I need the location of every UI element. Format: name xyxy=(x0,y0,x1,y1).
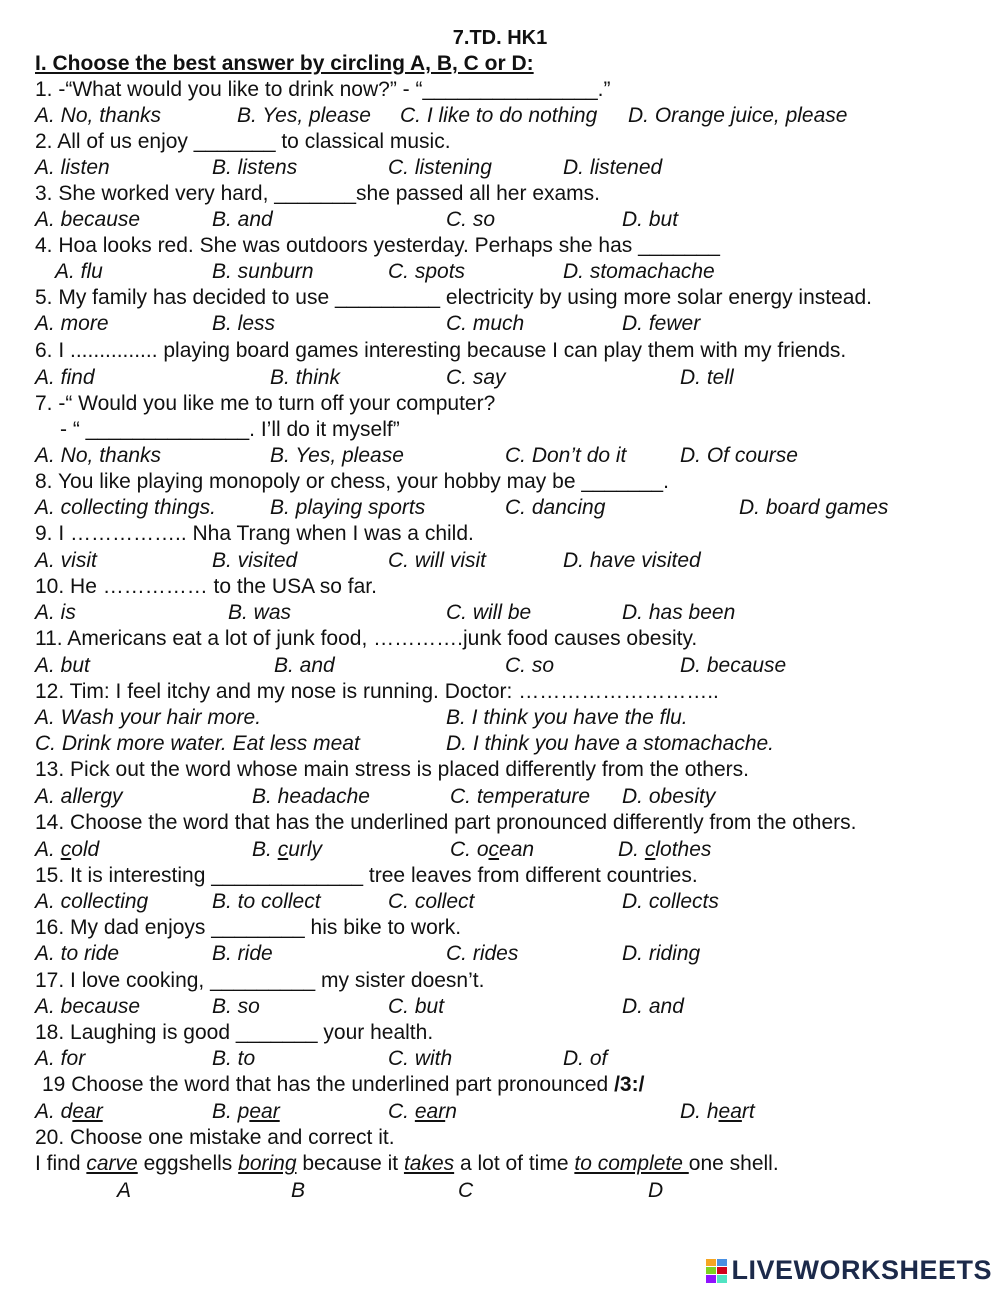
q12-option-d[interactable]: D. I think you have a stomachache. xyxy=(446,732,775,755)
underlined-part: c xyxy=(488,838,500,861)
liveworksheets-logo xyxy=(706,1255,992,1285)
q15-option-a[interactable]: A. collecting xyxy=(35,890,149,913)
q6-option-d[interactable]: D. tell xyxy=(680,366,734,389)
option-suffix: old xyxy=(71,838,100,861)
q4-option-c[interactable]: C. spots xyxy=(388,260,466,283)
q10-option-d[interactable]: D. has been xyxy=(622,601,736,624)
option-prefix: A. d xyxy=(35,1100,73,1123)
q6-option-a[interactable]: A. find xyxy=(35,366,95,389)
question-10: 10. He …………… to the USA so far. xyxy=(35,575,377,598)
q4-option-d[interactable]: D. stomachache xyxy=(563,260,715,283)
q9-option-a[interactable]: A. visit xyxy=(35,549,97,572)
q14-option-c[interactable] xyxy=(450,837,534,863)
q1-option-a[interactable]: A. No, thanks xyxy=(35,104,162,127)
mistake-option-d[interactable]: to complete xyxy=(574,1152,689,1175)
sentence-part: one shell. xyxy=(688,1152,779,1175)
question-16: 16. My dad enjoys ________ his bike to work. xyxy=(35,916,462,939)
q18-option-d[interactable]: D. of xyxy=(563,1047,608,1070)
option-prefix: C. xyxy=(388,1100,415,1123)
q4-option-b[interactable]: B. sunburn xyxy=(212,260,314,283)
option-prefix: B. xyxy=(252,838,278,861)
q16-option-b[interactable]: B. ride xyxy=(212,942,273,965)
question-13: 13. Pick out the word whose main stress is placed differently from the others. xyxy=(35,758,749,781)
q5-option-c[interactable]: C. much xyxy=(446,312,525,335)
sentence-part: I find xyxy=(35,1152,87,1175)
q18-option-c[interactable]: C. with xyxy=(388,1047,453,1070)
q16-option-a[interactable]: A. to ride xyxy=(35,942,120,965)
mistake-letter-b: B xyxy=(291,1179,306,1202)
option-prefix: D. h xyxy=(680,1100,719,1123)
q11-option-d[interactable]: D. because xyxy=(680,654,787,677)
q9-option-d[interactable]: D. have visited xyxy=(563,549,701,572)
question-8: 8. You like playing monopoly or chess, your hobby may be _______. xyxy=(35,470,669,493)
q8-option-c[interactable]: C. dancing xyxy=(505,496,606,519)
q6-option-b[interactable]: B. think xyxy=(270,366,341,389)
q9-option-c[interactable]: C. will visit xyxy=(388,549,486,572)
question-12: 12. Tim: I feel itchy and my nose is running. Doctor: ……………………….. xyxy=(35,680,719,703)
option-prefix: D. xyxy=(618,838,645,861)
q14-option-a[interactable] xyxy=(35,837,99,863)
option-suffix: urly xyxy=(288,838,323,861)
q17-option-c[interactable]: C. but xyxy=(388,995,445,1018)
q19-option-d[interactable] xyxy=(680,1099,755,1125)
sentence-part: eggshells xyxy=(137,1152,239,1175)
question-19-text: 19 Choose the word that has the underlined part pronounced xyxy=(42,1073,615,1096)
question-5: 5. My family has decided to use _________ electricity by using more solar energy instead. xyxy=(35,286,872,309)
option-suffix: rt xyxy=(741,1100,755,1123)
q11-option-b[interactable]: B. and xyxy=(274,654,335,677)
q7-option-c[interactable]: C. Don’t do it xyxy=(505,444,627,467)
mistake-option-a[interactable]: carve xyxy=(86,1152,138,1175)
q18-option-b[interactable]: B. to xyxy=(212,1047,256,1070)
underlined-part: c xyxy=(60,838,72,861)
q15-option-c[interactable]: C. collect xyxy=(388,890,475,913)
q5-option-b[interactable]: B. less xyxy=(212,312,276,335)
q13-option-a[interactable]: A. allergy xyxy=(35,785,123,808)
q14-option-b[interactable] xyxy=(252,837,322,863)
q17-option-d[interactable]: D. and xyxy=(622,995,684,1018)
q19-option-b[interactable] xyxy=(212,1099,280,1125)
q3-option-b[interactable]: B. and xyxy=(212,208,273,231)
q2-option-c[interactable]: C. listening xyxy=(388,156,492,179)
underlined-part: c xyxy=(644,838,656,861)
q3-option-d[interactable]: D. but xyxy=(622,208,679,231)
q15-option-d[interactable]: D. collects xyxy=(622,890,719,913)
mistake-option-b[interactable]: boring xyxy=(238,1152,297,1175)
option-prefix: C. o xyxy=(450,838,489,861)
q4-option-a[interactable]: A. flu xyxy=(55,260,103,283)
q1-option-c[interactable]: C. I like to do nothing xyxy=(400,104,598,127)
q6-option-c[interactable]: C. say xyxy=(446,366,506,389)
question-19 xyxy=(42,1072,644,1098)
q1-option-b[interactable]: B. Yes, please xyxy=(237,104,371,127)
option-suffix: ean xyxy=(499,838,535,861)
sentence-part: because it xyxy=(296,1152,404,1175)
option-suffix: n xyxy=(445,1100,457,1123)
q10-option-b[interactable]: B. was xyxy=(228,601,292,624)
question-4: 4. Hoa looks red. She was outdoors yesterday. Perhaps she has _______ xyxy=(35,234,720,257)
question-7: 7. -“ Would you like me to turn off your computer? xyxy=(35,392,496,415)
q15-option-b[interactable]: B. to collect xyxy=(212,890,321,913)
q17-option-a[interactable]: A. because xyxy=(35,995,141,1018)
underlined-part: ea xyxy=(718,1100,742,1123)
q16-option-d[interactable]: D. riding xyxy=(622,942,701,965)
question-17: 17. I love cooking, _________ my sister doesn’t. xyxy=(35,969,485,992)
q2-option-d[interactable]: D. listened xyxy=(563,156,663,179)
q7-option-a[interactable]: A. No, thanks xyxy=(35,444,162,467)
question-15: 15. It is interesting _____________ tree leaves from different countries. xyxy=(35,864,698,887)
q10-option-a[interactable]: A. is xyxy=(35,601,76,624)
q12-option-b[interactable]: B. I think you have the flu. xyxy=(446,706,688,729)
option-prefix: A. xyxy=(35,838,61,861)
logo-text: LIVEWORKSHEETS xyxy=(731,1254,992,1285)
q1-option-d[interactable]: D. Orange juice, please xyxy=(628,104,848,127)
section-heading: I. Choose the best answer by circling A, B, C or D: xyxy=(35,52,534,75)
q14-option-d[interactable] xyxy=(618,837,711,863)
q12-option-c[interactable]: C. Drink more water. Eat less meat xyxy=(35,732,360,755)
q2-option-a[interactable]: A. listen xyxy=(35,156,110,179)
q5-option-a[interactable]: A. more xyxy=(35,312,109,335)
underlined-part: c xyxy=(277,838,289,861)
question-6: 6. I ............... playing board games interesting because I can play them with my friends. xyxy=(35,339,847,362)
mistake-option-c[interactable]: takes xyxy=(403,1152,455,1175)
underlined-part: ear xyxy=(414,1100,446,1123)
question-9: 9. I …………….. Nha Trang when I was a child. xyxy=(35,522,474,545)
q8-option-a[interactable]: A. collecting things. xyxy=(35,496,216,519)
q18-option-a[interactable]: A. for xyxy=(35,1047,86,1070)
q19-option-c[interactable] xyxy=(388,1099,457,1125)
q11-option-c[interactable]: C. so xyxy=(505,654,555,677)
question-20-sentence xyxy=(35,1151,779,1177)
q8-option-b[interactable]: B. playing sports xyxy=(270,496,426,519)
question-2: 2. All of us enjoy _______ to classical music. xyxy=(35,130,451,153)
q5-option-d[interactable]: D. fewer xyxy=(622,312,701,335)
q13-option-d[interactable]: D. obesity xyxy=(622,785,716,808)
underlined-part: ear xyxy=(72,1100,103,1123)
question-14: 14. Choose the word that has the underlined part pronounced differently from the others. xyxy=(35,811,857,834)
underlined-part: ear xyxy=(249,1100,280,1123)
option-prefix: B. p xyxy=(212,1100,250,1123)
q19-option-a[interactable] xyxy=(35,1099,103,1125)
phonetic-symbol: /3:/ xyxy=(614,1073,645,1096)
q13-option-c[interactable]: C. temperature xyxy=(450,785,591,808)
q8-option-d[interactable]: D. board games xyxy=(739,496,889,519)
mistake-letter-c: C xyxy=(458,1179,474,1202)
q3-option-c[interactable]: C. so xyxy=(446,208,496,231)
q12-option-a[interactable]: A. Wash your hair more. xyxy=(35,706,262,729)
q3-option-a[interactable]: A. because xyxy=(35,208,141,231)
q7-option-d[interactable]: D. Of course xyxy=(680,444,798,467)
q13-option-b[interactable]: B. headache xyxy=(252,785,370,808)
q9-option-b[interactable]: B. visited xyxy=(212,549,298,572)
question-1: 1. -“What would you like to drink now?” - “_______________.” xyxy=(35,78,611,101)
page-title: 7.TD. HK1 xyxy=(452,27,548,49)
mistake-letter-d: D xyxy=(648,1179,664,1202)
logo-icon xyxy=(706,1259,726,1281)
q10-option-c[interactable]: C. will be xyxy=(446,601,532,624)
question-3: 3. She worked very hard, _______she passed all her exams. xyxy=(35,182,601,205)
q7-option-b[interactable]: B. Yes, please xyxy=(270,444,404,467)
q2-option-b[interactable]: B. listens xyxy=(212,156,298,179)
mistake-letter-a: A xyxy=(117,1179,132,1202)
question-7-response: - “ ______________. I’ll do it myself” xyxy=(60,418,400,441)
q11-option-a[interactable]: A. but xyxy=(35,654,90,677)
option-suffix: lothes xyxy=(655,838,712,861)
q17-option-b[interactable]: B. so xyxy=(212,995,260,1018)
question-11: 11. Americans eat a lot of junk food, ………….junk food causes obesity. xyxy=(35,627,698,650)
question-18: 18. Laughing is good _______ your health. xyxy=(35,1021,434,1044)
sentence-part: a lot of time xyxy=(454,1152,575,1175)
question-20: 20. Choose one mistake and correct it. xyxy=(35,1126,395,1149)
q16-option-c[interactable]: C. rides xyxy=(446,942,519,965)
